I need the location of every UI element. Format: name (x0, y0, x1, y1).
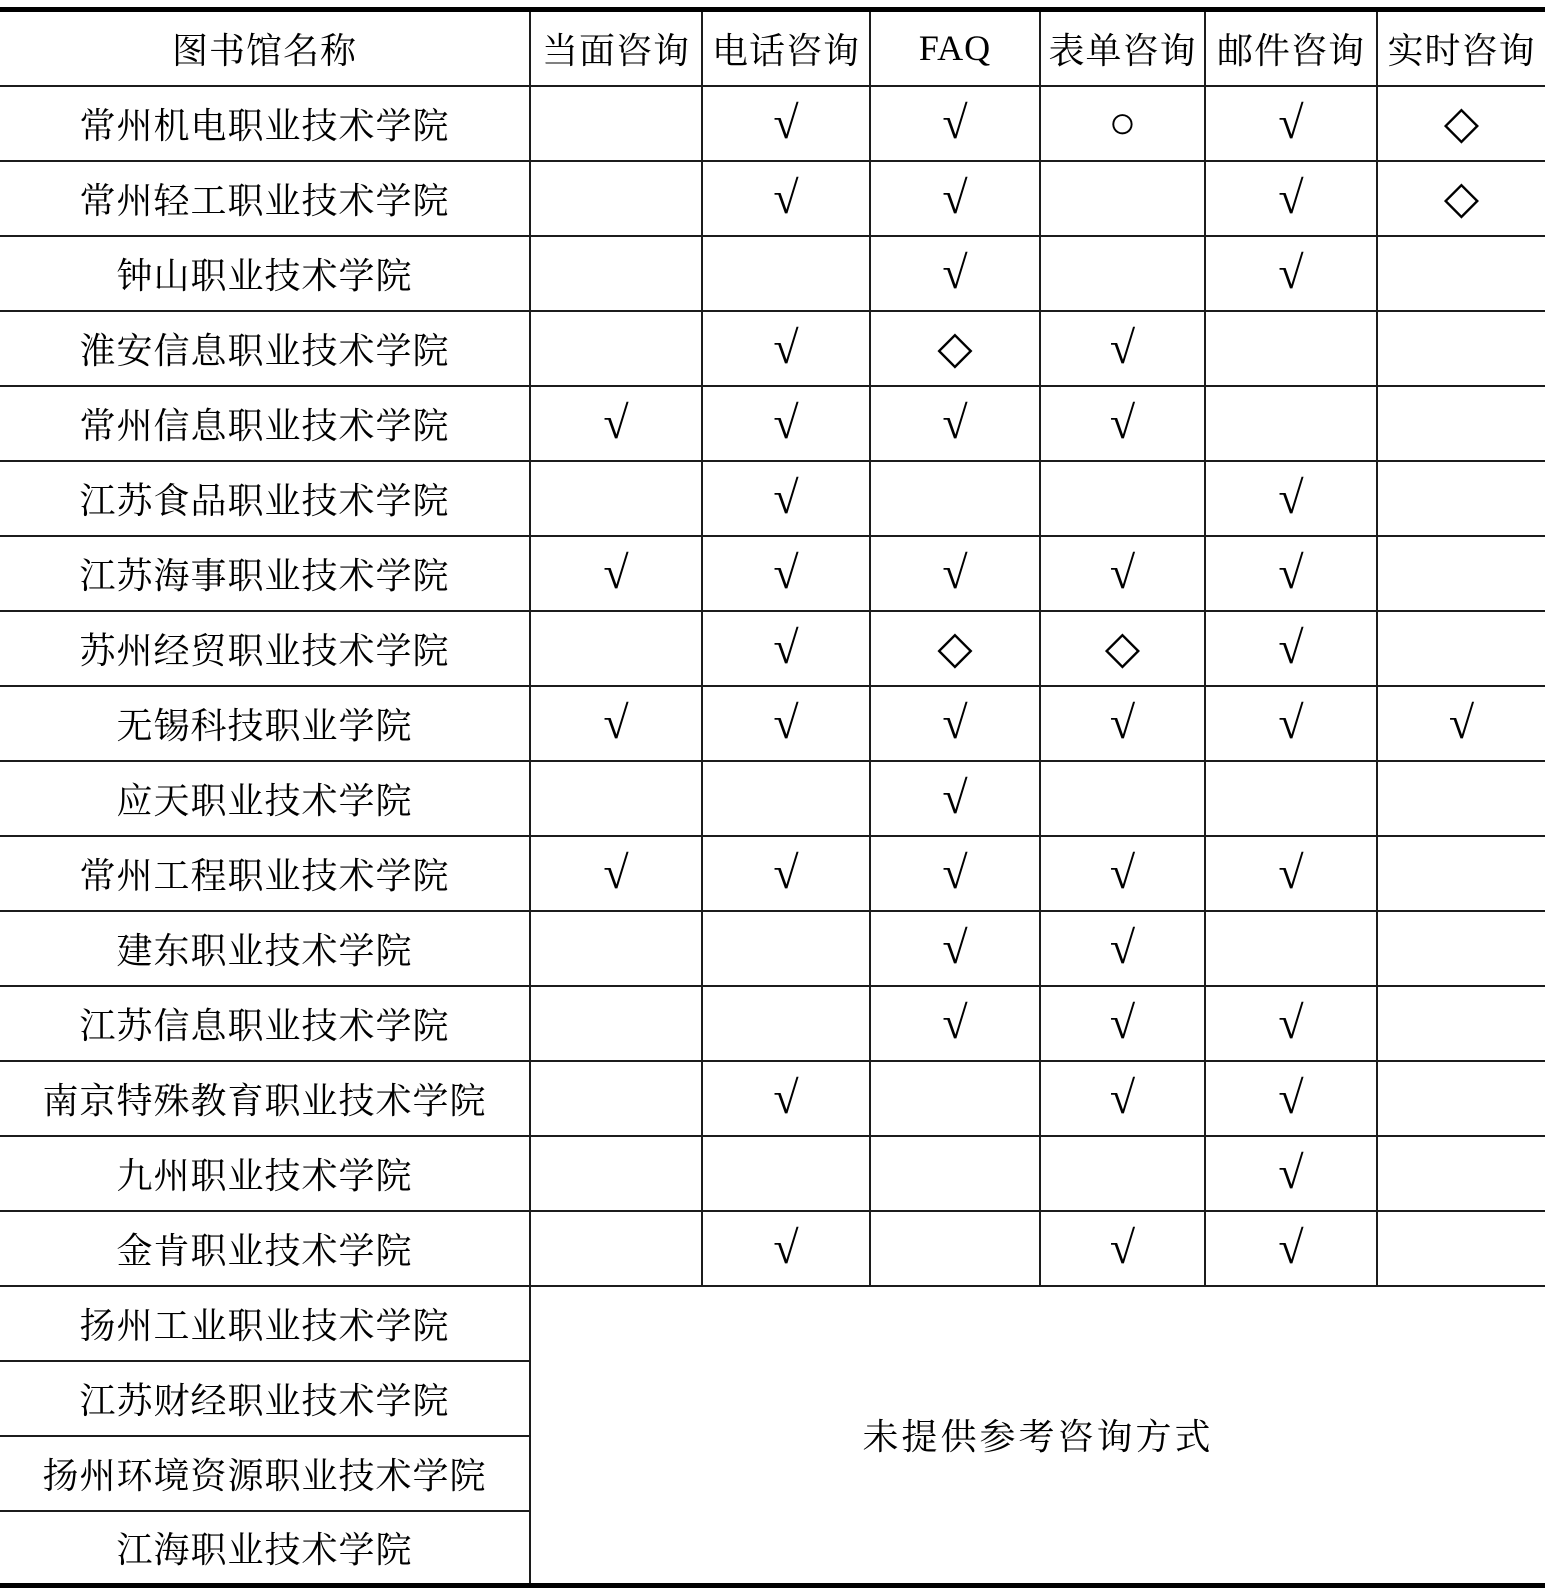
mark-cell: √ (1205, 611, 1377, 686)
mark-cell-empty (530, 236, 702, 311)
mark-cell-empty (1205, 911, 1377, 986)
mark-cell: √ (1040, 311, 1205, 386)
mark-cell: √ (1205, 86, 1377, 161)
mark-cell: √ (870, 236, 1040, 311)
column-header: 表单咨询 (1040, 10, 1205, 86)
library-name-cell: 常州轻工职业技术学院 (0, 161, 530, 236)
mark-cell: √ (702, 161, 870, 236)
table-row (0, 1136, 1545, 1211)
library-name-cell: 常州工程职业技术学院 (0, 836, 530, 911)
mark-cell: √ (702, 86, 870, 161)
mark-cell-empty (530, 461, 702, 536)
library-name-cell: 钟山职业技术学院 (0, 236, 530, 311)
mark-cell-empty (870, 461, 1040, 536)
mark-cell-empty (1377, 986, 1545, 1061)
mark-cell-empty (530, 161, 702, 236)
mark-cell-empty (1040, 761, 1205, 836)
library-name-cell: 苏州经贸职业技术学院 (0, 611, 530, 686)
mark-cell-empty (530, 1136, 702, 1211)
column-header: 电话咨询 (702, 10, 870, 86)
mark-cell: √ (1040, 686, 1205, 761)
table-row (0, 236, 1545, 311)
mark-cell-empty (1377, 386, 1545, 461)
mark-cell: √ (530, 686, 702, 761)
mark-cell: √ (1205, 161, 1377, 236)
table-row (0, 986, 1545, 1061)
mark-cell: √ (1205, 461, 1377, 536)
mark-cell-empty (1377, 461, 1545, 536)
mark-cell: ◇ (870, 311, 1040, 386)
mark-cell-empty (1205, 386, 1377, 461)
mark-cell-empty (530, 986, 702, 1061)
mark-cell: √ (702, 1061, 870, 1136)
library-name-cell: 常州信息职业技术学院 (0, 386, 530, 461)
mark-cell: √ (702, 686, 870, 761)
column-header: 邮件咨询 (1205, 10, 1377, 86)
table-row (0, 386, 1545, 461)
mark-cell: √ (870, 86, 1040, 161)
column-header: 实时咨询 (1377, 10, 1545, 86)
mark-cell-empty (1377, 536, 1545, 611)
mark-cell: √ (870, 161, 1040, 236)
mark-cell: √ (870, 386, 1040, 461)
mark-cell: √ (702, 311, 870, 386)
mark-cell: √ (870, 836, 1040, 911)
library-name-cell: 九州职业技术学院 (0, 1136, 530, 1211)
column-header-library-name: 图书馆名称 (0, 10, 530, 86)
mark-cell-empty (1377, 761, 1545, 836)
mark-cell: √ (702, 836, 870, 911)
mark-cell: √ (1205, 1211, 1377, 1286)
mark-cell: √ (702, 611, 870, 686)
mark-cell: √ (530, 386, 702, 461)
mark-cell: √ (1040, 1211, 1205, 1286)
mark-cell-empty (1040, 1136, 1205, 1211)
library-name-cell: 江苏财经职业技术学院 (0, 1361, 530, 1436)
mark-cell-empty (702, 986, 870, 1061)
library-name-cell: 常州机电职业技术学院 (0, 86, 530, 161)
table-row (0, 161, 1545, 236)
table-row (0, 686, 1545, 761)
mark-cell-empty (702, 761, 870, 836)
mark-cell: √ (870, 986, 1040, 1061)
footer-row (0, 1286, 1545, 1361)
mark-cell: √ (702, 536, 870, 611)
mark-cell-empty (1040, 161, 1205, 236)
table-header (0, 10, 1545, 86)
mark-cell-empty (870, 1136, 1040, 1211)
library-name-cell: 江苏海事职业技术学院 (0, 536, 530, 611)
library-name-cell: 应天职业技术学院 (0, 761, 530, 836)
library-name-cell: 无锡科技职业学院 (0, 686, 530, 761)
table-row (0, 1061, 1545, 1136)
mark-cell-empty (870, 1061, 1040, 1136)
library-name-cell: 扬州工业职业技术学院 (0, 1286, 530, 1361)
mark-cell: √ (702, 386, 870, 461)
mark-cell-empty (1377, 1061, 1545, 1136)
table-row (0, 761, 1545, 836)
mark-cell-empty (530, 611, 702, 686)
mark-cell: √ (870, 686, 1040, 761)
mark-cell-empty (1040, 461, 1205, 536)
mark-cell-empty (1377, 311, 1545, 386)
mark-cell-empty (702, 1136, 870, 1211)
table-row (0, 1211, 1545, 1286)
mark-cell: √ (870, 761, 1040, 836)
mark-cell: √ (1040, 911, 1205, 986)
mark-cell: √ (1205, 1136, 1377, 1211)
mark-cell: √ (1205, 986, 1377, 1061)
mark-cell-empty (870, 1211, 1040, 1286)
mark-cell: √ (530, 836, 702, 911)
library-name-cell: 金肯职业技术学院 (0, 1211, 530, 1286)
mark-cell: √ (530, 536, 702, 611)
mark-cell-empty (1377, 236, 1545, 311)
table-row (0, 911, 1545, 986)
mark-cell: ◇ (1040, 611, 1205, 686)
library-name-cell: 江苏信息职业技术学院 (0, 986, 530, 1061)
mark-cell-empty (702, 911, 870, 986)
mark-cell: √ (1040, 836, 1205, 911)
mark-cell-empty (1205, 311, 1377, 386)
mark-cell-empty (530, 761, 702, 836)
table-row (0, 461, 1545, 536)
mark-cell-empty (1377, 836, 1545, 911)
mark-cell: √ (1040, 1061, 1205, 1136)
header-row (0, 10, 1545, 86)
table-row (0, 836, 1545, 911)
mark-cell: √ (1205, 686, 1377, 761)
mark-cell: ◇ (1377, 161, 1545, 236)
library-name-cell: 淮安信息职业技术学院 (0, 311, 530, 386)
library-name-cell: 南京特殊教育职业技术学院 (0, 1061, 530, 1136)
mark-cell: ◇ (1377, 86, 1545, 161)
mark-cell: √ (702, 1211, 870, 1286)
mark-cell-empty (530, 911, 702, 986)
library-name-cell: 江海职业技术学院 (0, 1511, 530, 1586)
mark-cell: √ (1377, 686, 1545, 761)
library-name-cell: 建东职业技术学院 (0, 911, 530, 986)
consultation-methods-table (0, 7, 1545, 1588)
mark-cell: √ (1040, 986, 1205, 1061)
mark-cell: √ (1205, 236, 1377, 311)
column-header: FAQ (870, 10, 1040, 86)
mark-cell: √ (1205, 536, 1377, 611)
table-body (0, 86, 1545, 1586)
table-row (0, 86, 1545, 161)
mark-cell: √ (702, 461, 870, 536)
table-row (0, 611, 1545, 686)
mark-cell-empty (702, 236, 870, 311)
mark-cell: √ (870, 911, 1040, 986)
column-header: 当面咨询 (530, 10, 702, 86)
mark-cell: ○ (1040, 86, 1205, 161)
mark-cell-empty (530, 1061, 702, 1136)
mark-cell-empty (1377, 611, 1545, 686)
no-consultation-merged-cell: 未提供参考咨询方式 (530, 1286, 1545, 1586)
mark-cell: √ (1040, 386, 1205, 461)
table-row (0, 536, 1545, 611)
mark-cell: √ (1205, 836, 1377, 911)
mark-cell-empty (1377, 1211, 1545, 1286)
mark-cell-empty (1040, 236, 1205, 311)
mark-cell: ◇ (870, 611, 1040, 686)
mark-cell: √ (1205, 1061, 1377, 1136)
mark-cell-empty (530, 86, 702, 161)
library-name-cell: 江苏食品职业技术学院 (0, 461, 530, 536)
mark-cell-empty (530, 311, 702, 386)
mark-cell-empty (1377, 1136, 1545, 1211)
mark-cell-empty (1377, 911, 1545, 986)
library-name-cell: 扬州环境资源职业技术学院 (0, 1436, 530, 1511)
mark-cell-empty (530, 1211, 702, 1286)
table-row (0, 311, 1545, 386)
mark-cell-empty (1205, 761, 1377, 836)
mark-cell: √ (1040, 536, 1205, 611)
mark-cell: √ (870, 536, 1040, 611)
